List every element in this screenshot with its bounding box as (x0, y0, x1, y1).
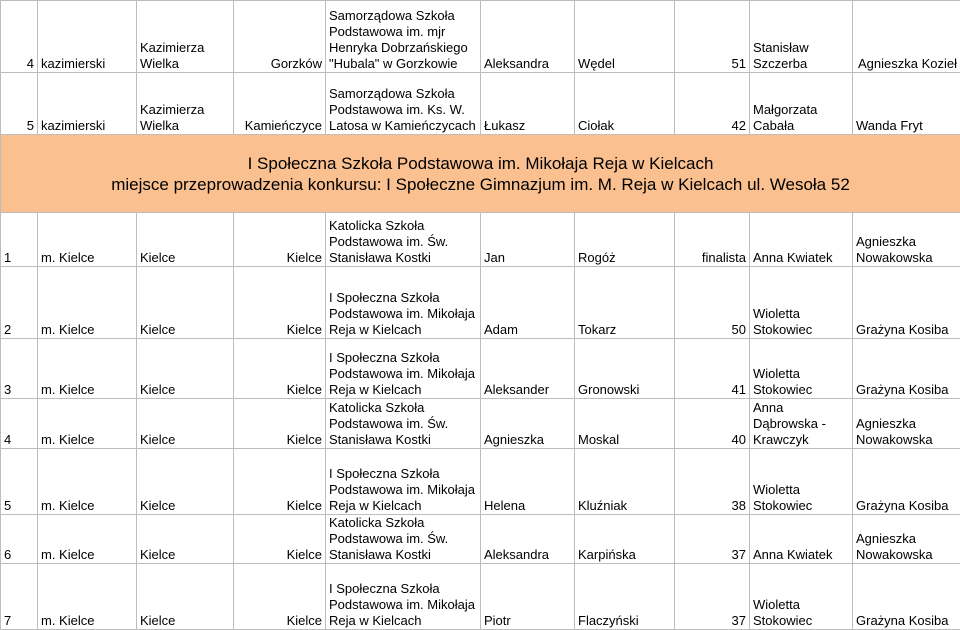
county-cell: m. Kielce (38, 515, 137, 564)
county-cell: m. Kielce (38, 339, 137, 399)
teacher-cell: Anna Dąbrowska - Krawczyk (750, 399, 853, 449)
coordinator-cell: Grażyna Kosiba (853, 564, 960, 630)
coordinator-cell: Agnieszka Nowakowska (853, 515, 960, 564)
first-name-cell: Agnieszka (481, 399, 575, 449)
county-cell: m. Kielce (38, 564, 137, 630)
row-number: 4 (1, 1, 38, 73)
town-cell: Gorzków (234, 1, 326, 73)
school-cell: Katolicka Szkoła Podstawowa im. Św. Stanisława Kostki (326, 399, 481, 449)
commune-cell: Kielce (137, 564, 234, 630)
teacher-cell: Wioletta Stokowiec (750, 339, 853, 399)
score-cell: 37 (675, 564, 750, 630)
first-name-cell: Aleksandra (481, 1, 575, 73)
teacher-cell: Wioletta Stokowiec (750, 449, 853, 515)
commune-cell: Kazimierza Wielka (137, 1, 234, 73)
school-cell: Samorządowa Szkoła Podstawowa im. Ks. W. Latosa w Kamieńczycach (326, 73, 481, 135)
town-cell: Kielce (234, 564, 326, 630)
coordinator-cell: Grażyna Kosiba (853, 339, 960, 399)
coordinator-cell: Wanda Fryt (853, 73, 960, 135)
row-number: 5 (1, 73, 38, 135)
row-number: 3 (1, 339, 38, 399)
table-row (1, 515, 960, 564)
last-name-cell: Rogóż (575, 213, 675, 267)
first-name-cell: Aleksander (481, 339, 575, 399)
section-subtitle: miejsce przeprowadzenia konkursu: I Społeczne Gimnazjum im. M. Reja w Kielcach ul. Wesoła 52 (1, 174, 960, 195)
row-number: 1 (1, 213, 38, 267)
town-cell: Kielce (234, 449, 326, 515)
row-number: 6 (1, 515, 38, 564)
school-cell: Katolicka Szkoła Podstawowa im. Św. Stanisława Kostki (326, 213, 481, 267)
first-name-cell: Jan (481, 213, 575, 267)
teacher-cell: Wioletta Stokowiec (750, 564, 853, 630)
school-cell: Katolicka Szkoła Podstawowa im. Św. Stanisława Kostki (326, 515, 481, 564)
commune-cell: Kielce (137, 267, 234, 339)
county-cell: m. Kielce (38, 449, 137, 515)
last-name-cell: Ciołak (575, 73, 675, 135)
coordinator-cell: Agnieszka Kozieł (853, 1, 960, 73)
section-title: I Społeczna Szkoła Podstawowa im. Mikołaja Reja w Kielcach (1, 153, 960, 174)
town-cell: Kielce (234, 267, 326, 339)
commune-cell: Kazimierza Wielka (137, 73, 234, 135)
coordinator-cell: Agnieszka Nowakowska (853, 399, 960, 449)
table-row (1, 399, 960, 449)
coordinator-cell: Grażyna Kosiba (853, 449, 960, 515)
town-cell: Kamieńczyce (234, 73, 326, 135)
table-row (1, 339, 960, 399)
score-cell: 42 (675, 73, 750, 135)
town-cell: Kielce (234, 399, 326, 449)
last-name-cell: Gronowski (575, 339, 675, 399)
score-cell: 41 (675, 339, 750, 399)
commune-cell: Kielce (137, 399, 234, 449)
commune-cell: Kielce (137, 339, 234, 399)
section-header-row (1, 135, 960, 213)
score-cell: 38 (675, 449, 750, 515)
last-name-cell: Wędel (575, 1, 675, 73)
school-cell: I Społeczna Szkoła Podstawowa im. Mikołaja Reja w Kielcach (326, 339, 481, 399)
commune-cell: Kielce (137, 213, 234, 267)
score-cell: 51 (675, 1, 750, 73)
section-header (1, 135, 960, 213)
town-cell: Kielce (234, 213, 326, 267)
commune-cell: Kielce (137, 515, 234, 564)
first-name-cell: Adam (481, 267, 575, 339)
last-name-cell: Flaczyński (575, 564, 675, 630)
table-row (1, 213, 960, 267)
school-cell: Samorządowa Szkoła Podstawowa im. mjr Henryka Dobrzańskiego "Hubala" w Gorzkowie (326, 1, 481, 73)
score-cell: finalista (675, 213, 750, 267)
table-row (1, 564, 960, 630)
teacher-cell: Wioletta Stokowiec (750, 267, 853, 339)
town-cell: Kielce (234, 515, 326, 564)
score-cell: 50 (675, 267, 750, 339)
school-cell: I Społeczna Szkoła Podstawowa im. Mikołaja Reja w Kielcach (326, 564, 481, 630)
county-cell: m. Kielce (38, 399, 137, 449)
county-cell: kazimierski (38, 1, 137, 73)
teacher-cell: Małgorzata Cabała (750, 73, 853, 135)
score-cell: 40 (675, 399, 750, 449)
first-name-cell: Aleksandra (481, 515, 575, 564)
row-number: 4 (1, 399, 38, 449)
row-number: 2 (1, 267, 38, 339)
coordinator-cell: Agnieszka Nowakowska (853, 213, 960, 267)
row-number: 5 (1, 449, 38, 515)
county-cell: m. Kielce (38, 213, 137, 267)
last-name-cell: Tokarz (575, 267, 675, 339)
teacher-cell: Anna Kwiatek (750, 213, 853, 267)
table-row (1, 267, 960, 339)
first-name-cell: Helena (481, 449, 575, 515)
last-name-cell: Kluźniak (575, 449, 675, 515)
school-cell: I Społeczna Szkoła Podstawowa im. Mikołaja Reja w Kielcach (326, 449, 481, 515)
school-cell: I Społeczna Szkoła Podstawowa im. Mikołaja Reja w Kielcach (326, 267, 481, 339)
first-name-cell: Łukasz (481, 73, 575, 135)
first-name-cell: Piotr (481, 564, 575, 630)
town-cell: Kielce (234, 339, 326, 399)
commune-cell: Kielce (137, 449, 234, 515)
row-number: 7 (1, 564, 38, 630)
coordinator-cell: Grażyna Kosiba (853, 267, 960, 339)
last-name-cell: Moskal (575, 399, 675, 449)
county-cell: m. Kielce (38, 267, 137, 339)
score-cell: 37 (675, 515, 750, 564)
table-row (1, 73, 960, 135)
county-cell: kazimierski (38, 73, 137, 135)
teacher-cell: Stanisław Szczerba (750, 1, 853, 73)
last-name-cell: Karpińska (575, 515, 675, 564)
teacher-cell: Anna Kwiatek (750, 515, 853, 564)
table-row (1, 449, 960, 515)
table-row (1, 1, 960, 73)
